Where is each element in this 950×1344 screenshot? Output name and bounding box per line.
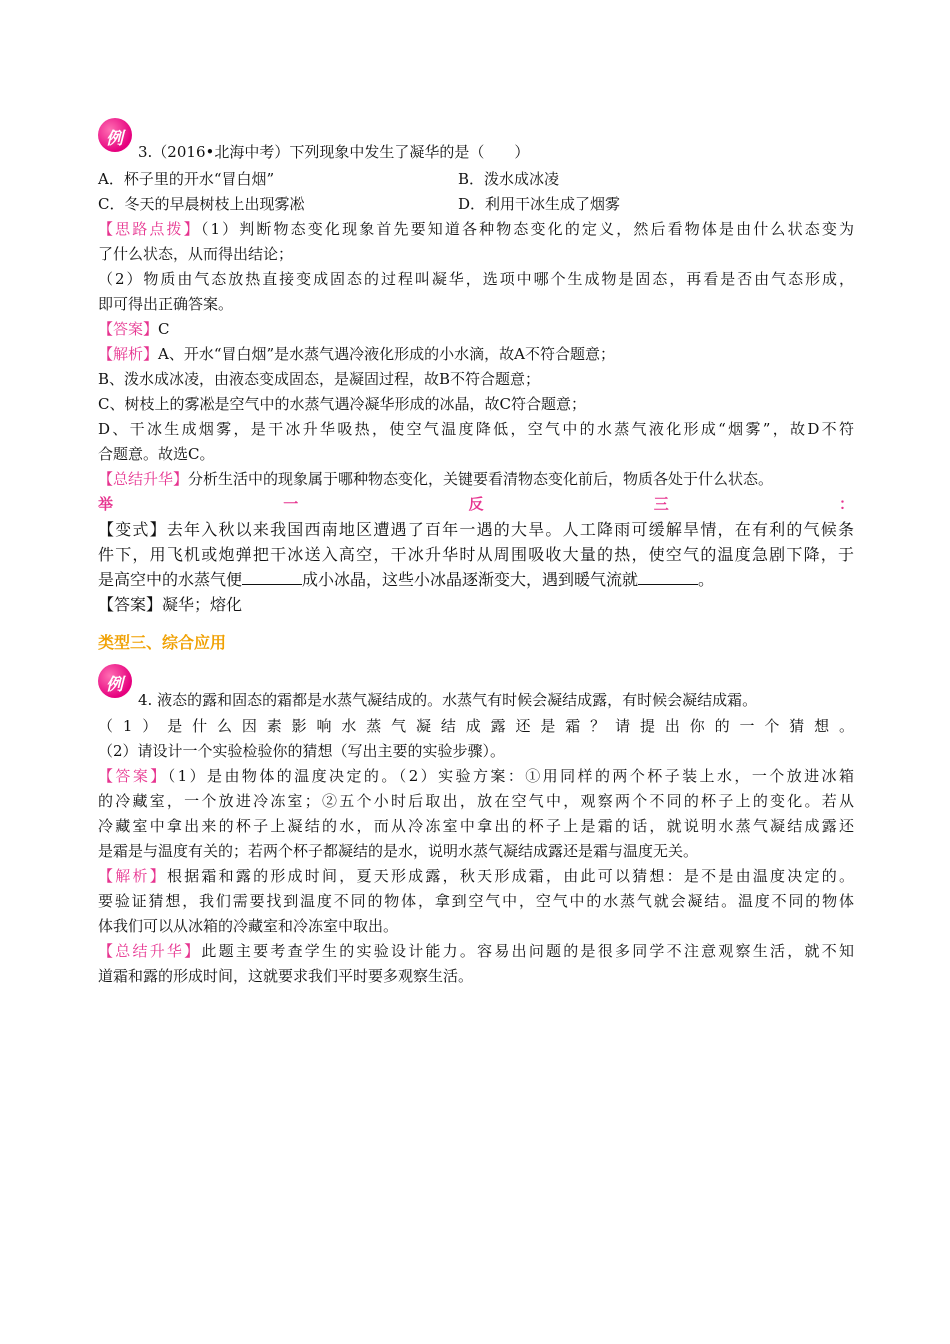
ex4-answer-line-1: 【答案】（1）是由物体的温度决定的。（2）实验方案：①用同样的两个杯子装上水，一个放进冰箱 bbox=[98, 767, 854, 785]
option-a: A．杯子里的开水“冒白烟” bbox=[98, 170, 275, 188]
example3-question: 3.（2016•北海中考）下列现象中发生了凝华的是（ ） bbox=[138, 143, 530, 161]
summary-line: 【总结升华】分析生活中的现象属于哪种物态变化，关键要看清物态变化前后，物质各处于什么状态。 bbox=[98, 470, 774, 488]
ex4-answer-line-3: 冷藏室中拿出来的杯子上凝结的水，而从冷冻室中拿出的杯子上是霜的话，就说明水蒸气凝结成露还 bbox=[98, 817, 854, 835]
hint-line-4: 即可得出正确答案。 bbox=[98, 295, 234, 313]
variant-line-2: 件下，用飞机或炮弹把干冰送入高空，干冰升华时从周围吸收大量的热，使空气的温度急剧下降，于 bbox=[98, 545, 854, 564]
example-badge-icon: 例 bbox=[98, 664, 134, 700]
ex4-analysis-line-1: 【解析】根据霜和露的形成时间，夏天形成露，秋天形成霜，由此可以猜想：是不是由温度决定的。 bbox=[98, 867, 854, 885]
hint-line-3: （2）物质由气态放热直接变成固态的过程叫凝华，选项中哪个生成物是固态，再看是否由气态形成， bbox=[98, 270, 854, 288]
ex4-summary-line-2: 道霜和露的形成时间，这就要求我们平时要多观察生活。 bbox=[98, 967, 474, 985]
example4-q2: （2）请设计一个实验检验你的猜想（写出主要的实验步骤）。 bbox=[98, 742, 506, 760]
variant-line-3: 是高空中的水蒸气便 成小冰晶，这些小冰晶逐渐变大，遇到暖气流就 。 bbox=[98, 570, 715, 589]
example4-q1: （1）是什么因素影响水蒸气凝结成露还是霜？请提出你的一个猜想。 bbox=[98, 717, 854, 735]
variant-line-1: 【变式】去年入秋以来我国西南地区遭遇了百年一遇的大旱。人工降雨可缓解旱情，在有利的气候条 bbox=[98, 520, 854, 539]
analysis-line-5: 合题意。故选C。 bbox=[98, 445, 215, 463]
hint-line-2: 了什么状态，从而得出结论； bbox=[98, 245, 294, 263]
option-c: C．冬天的早晨树枝上出现雾凇 bbox=[98, 195, 305, 213]
analysis-line-3: C、树枝上的雾凇是空气中的水蒸气遇冷凝华形成的冰晶，故C符合题意； bbox=[98, 395, 586, 413]
jyfs-heading: 举 一 反 三 ： bbox=[98, 495, 854, 513]
ex4-analysis-line-3: 体我们可以从冰箱的冷藏室和冷冻室中取出。 bbox=[98, 917, 399, 935]
analysis-line-1: 【解析】A、开水“冒白烟”是水蒸气遇冷液化形成的小水滴，故A不符合题意； bbox=[98, 345, 616, 363]
analysis-line-2: B、泼水成冰凌，由液态变成固态，是凝固过程，故B不符合题意； bbox=[98, 370, 541, 388]
blank-1 bbox=[242, 570, 302, 585]
example-badge-icon: 例 bbox=[98, 118, 134, 154]
hint-line-1: 【思路点拨】（1）判断物态变化现象首先要知道各种物态变化的定义，然后看物体是由什么状态变为 bbox=[98, 220, 854, 238]
section-title: 类型三、综合应用 bbox=[98, 633, 227, 652]
example4-question: 4. 液态的露和固态的霜都是水蒸气凝结成的。水蒸气有时候会凝结成露，有时候会凝结成霜。 bbox=[138, 691, 758, 709]
ex4-answer-line-4: 是霜是与温度有关的；若两个杯子都凝结的是水，说明水蒸气凝结成露还是霜与温度无关。 bbox=[98, 842, 699, 860]
answer-line: 【答案】C bbox=[98, 320, 170, 338]
ex4-summary-line-1: 【总结升华】此题主要考查学生的实验设计能力。容易出问题的是很多同学不注意观察生活，就不知 bbox=[98, 942, 854, 960]
variant-answer: 【答案】凝华；熔化 bbox=[98, 595, 243, 614]
analysis-line-4: D、干冰生成烟雾，是干冰升华吸热，使空气温度降低，空气中的水蒸气液化形成“烟雾”，故D不符 bbox=[98, 420, 854, 438]
option-d: D．利用干冰生成了烟雾 bbox=[458, 195, 621, 213]
ex4-analysis-line-2: 要验证猜想，我们需要找到温度不同的物体，拿到空气中，空气中的水蒸气就会凝结。温度不同的物体 bbox=[98, 892, 854, 910]
ex4-answer-line-2: 的冷藏室，一个放进冷冻室；②五个小时后取出，放在空气中，观察两个不同的杯子上的变化。若从 bbox=[98, 792, 854, 810]
blank-2 bbox=[638, 570, 698, 585]
option-b: B．泼水成冰凌 bbox=[458, 170, 560, 188]
